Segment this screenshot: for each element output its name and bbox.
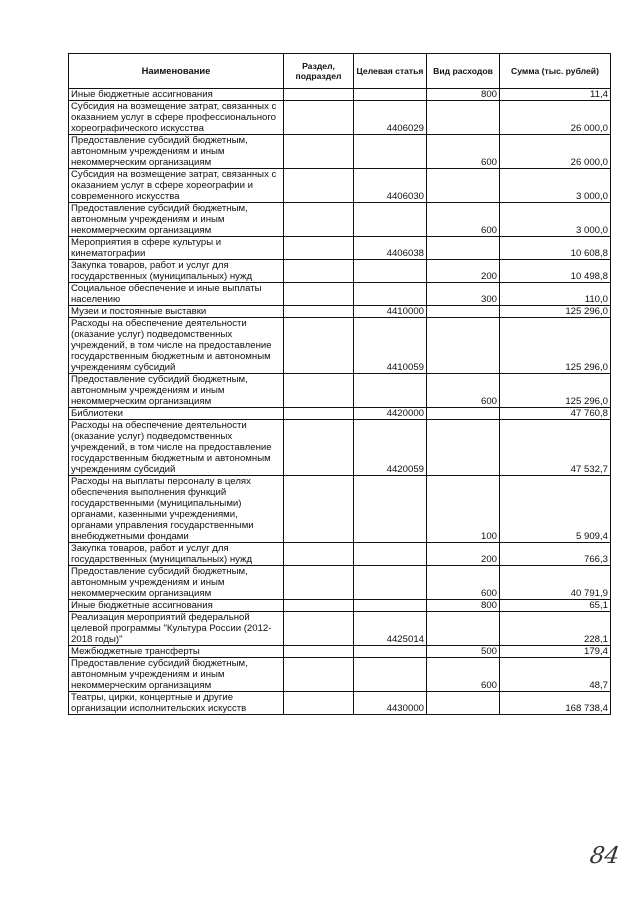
table-header: [69, 54, 611, 89]
cell-summa: 125 296,0: [500, 318, 611, 374]
cell-vid: [427, 408, 500, 420]
cell-vid: [427, 306, 500, 318]
cell-celevaya: [354, 543, 427, 566]
cell-summa: 3 000,0: [500, 169, 611, 203]
cell-celevaya: 4406038: [354, 237, 427, 260]
cell-vid: 300: [427, 283, 500, 306]
cell-summa: 228,1: [500, 612, 611, 646]
cell-razdel: [284, 203, 354, 237]
cell-razdel: [284, 543, 354, 566]
cell-razdel: [284, 237, 354, 260]
table-row: [69, 203, 611, 237]
cell-celevaya: [354, 260, 427, 283]
cell-celevaya: [354, 283, 427, 306]
cell-summa: 766,3: [500, 543, 611, 566]
cell-summa: 125 296,0: [500, 374, 611, 408]
cell-celevaya: 4420000: [354, 408, 427, 420]
cell-vid: [427, 692, 500, 715]
cell-vid: 200: [427, 260, 500, 283]
cell-vid: 600: [427, 135, 500, 169]
cell-razdel: [284, 169, 354, 203]
cell-vid: [427, 169, 500, 203]
cell-razdel: [284, 658, 354, 692]
cell-summa: 5 909,4: [500, 476, 611, 543]
table-row: [69, 169, 611, 203]
cell-summa: 26 000,0: [500, 135, 611, 169]
cell-razdel: [284, 283, 354, 306]
table-row: [69, 260, 611, 283]
cell-summa: 26 000,0: [500, 101, 611, 135]
cell-razdel: [284, 476, 354, 543]
cell-name: Библиотеки: [69, 408, 284, 420]
cell-name: Субсидия на возмещение затрат, связанных с оказанием услуг в сфере хореографии и современного искусства: [69, 169, 284, 203]
cell-name: Закупка товаров, работ и услуг для государственных (муниципальных) нужд: [69, 260, 284, 283]
cell-celevaya: [354, 658, 427, 692]
column-header-name: Наименование: [69, 54, 284, 89]
table-row: [69, 306, 611, 318]
cell-razdel: [284, 135, 354, 169]
cell-vid: [427, 237, 500, 260]
cell-summa: 11,4: [500, 89, 611, 101]
table-row: [69, 658, 611, 692]
cell-name: Расходы на выплаты персоналу в целях обеспечения выполнения функций государственными (муниципальными) органами, казенными учреждениями, органами управления государственными внебюджетными фондами: [69, 476, 284, 543]
cell-name: Расходы на обеспечение деятельности (оказание услуг) подведомственных учреждений, в том числе на предоставление государственным бюджетным и автономным учреждениям субсидий: [69, 420, 284, 476]
cell-vid: 200: [427, 543, 500, 566]
cell-celevaya: [354, 600, 427, 612]
cell-vid: 100: [427, 476, 500, 543]
cell-celevaya: 4406029: [354, 101, 427, 135]
cell-name: Иные бюджетные ассигнования: [69, 89, 284, 101]
cell-razdel: [284, 260, 354, 283]
table-row: [69, 612, 611, 646]
cell-razdel: [284, 374, 354, 408]
table-row: [69, 476, 611, 543]
cell-name: Мероприятия в сфере культуры и кинематографии: [69, 237, 284, 260]
cell-razdel: [284, 600, 354, 612]
cell-celevaya: [354, 203, 427, 237]
table-row: [69, 600, 611, 612]
cell-name: Закупка товаров, работ и услуг для государственных (муниципальных) нужд: [69, 543, 284, 566]
cell-summa: 48,7: [500, 658, 611, 692]
column-header-celevaya: Целевая статья: [354, 54, 427, 89]
budget-table: [68, 53, 611, 715]
cell-razdel: [284, 89, 354, 101]
cell-summa: 10 608,8: [500, 237, 611, 260]
table-row: [69, 135, 611, 169]
cell-razdel: [284, 692, 354, 715]
cell-vid: 500: [427, 646, 500, 658]
table-row: [69, 408, 611, 420]
cell-celevaya: 4406030: [354, 169, 427, 203]
cell-celevaya: 4430000: [354, 692, 427, 715]
handwritten-page-number: 84: [588, 843, 622, 869]
table-row: [69, 566, 611, 600]
cell-celevaya: [354, 646, 427, 658]
table-row: [69, 89, 611, 101]
table-body: [69, 89, 611, 715]
cell-name: Межбюджетные трансферты: [69, 646, 284, 658]
cell-celevaya: [354, 566, 427, 600]
cell-vid: 800: [427, 600, 500, 612]
cell-name: Субсидия на возмещение затрат, связанных с оказанием услуг в сфере профессионального хореографического искусства: [69, 101, 284, 135]
cell-summa: 3 000,0: [500, 203, 611, 237]
cell-name: Предоставление субсидий бюджетным, автономным учреждениям и иным некоммерческим организациям: [69, 203, 284, 237]
cell-summa: 10 498,8: [500, 260, 611, 283]
cell-name: Предоставление субсидий бюджетным, автономным учреждениям и иным некоммерческим организациям: [69, 374, 284, 408]
cell-razdel: [284, 420, 354, 476]
cell-vid: 600: [427, 658, 500, 692]
cell-name: Предоставление субсидий бюджетным, автономным учреждениям и иным некоммерческим организациям: [69, 566, 284, 600]
table-row: [69, 692, 611, 715]
cell-summa: 47 760,8: [500, 408, 611, 420]
cell-celevaya: [354, 135, 427, 169]
table-row: [69, 543, 611, 566]
cell-summa: 40 791,9: [500, 566, 611, 600]
cell-name: Театры, цирки, концертные и другие организации исполнительских искусств: [69, 692, 284, 715]
cell-name: Иные бюджетные ассигнования: [69, 600, 284, 612]
table-row: [69, 374, 611, 408]
cell-celevaya: [354, 89, 427, 101]
cell-razdel: [284, 612, 354, 646]
cell-summa: 125 296,0: [500, 306, 611, 318]
table-row: [69, 318, 611, 374]
cell-name: Предоставление субсидий бюджетным, автономным учреждениям и иным некоммерческим организациям: [69, 135, 284, 169]
column-header-vid: Вид расходов: [427, 54, 500, 89]
column-header-summa: Сумма (тыс. рублей): [500, 54, 611, 89]
cell-celevaya: 4410000: [354, 306, 427, 318]
cell-name: Реализация мероприятий федеральной целевой программы "Культура России (2012-2018 годы)": [69, 612, 284, 646]
cell-vid: 600: [427, 374, 500, 408]
cell-celevaya: 4420059: [354, 420, 427, 476]
cell-razdel: [284, 306, 354, 318]
cell-celevaya: [354, 374, 427, 408]
cell-vid: 600: [427, 203, 500, 237]
cell-vid: 800: [427, 89, 500, 101]
cell-vid: [427, 318, 500, 374]
cell-celevaya: 4425014: [354, 612, 427, 646]
cell-name: Музеи и постоянные выставки: [69, 306, 284, 318]
cell-razdel: [284, 566, 354, 600]
cell-summa: 110,0: [500, 283, 611, 306]
table-row: [69, 283, 611, 306]
cell-celevaya: 4410059: [354, 318, 427, 374]
cell-name: Расходы на обеспечение деятельности (оказание услуг) подведомственных учреждений, в том числе на предоставление государственным бюджетным и автономным учреждениям субсидий: [69, 318, 284, 374]
cell-vid: [427, 612, 500, 646]
cell-name: Социальное обеспечение и иные выплаты населению: [69, 283, 284, 306]
cell-summa: 179,4: [500, 646, 611, 658]
cell-razdel: [284, 408, 354, 420]
cell-summa: 47 532,7: [500, 420, 611, 476]
cell-razdel: [284, 318, 354, 374]
cell-celevaya: [354, 476, 427, 543]
cell-summa: 168 738,4: [500, 692, 611, 715]
table-row: [69, 237, 611, 260]
cell-razdel: [284, 646, 354, 658]
table-row: [69, 101, 611, 135]
table-row: [69, 420, 611, 476]
cell-name: Предоставление субсидий бюджетным, автономным учреждениям и иным некоммерческим организациям: [69, 658, 284, 692]
cell-summa: 65,1: [500, 600, 611, 612]
cell-vid: [427, 101, 500, 135]
cell-razdel: [284, 101, 354, 135]
column-header-razdel: Раздел, подраздел: [284, 54, 354, 89]
cell-vid: 600: [427, 566, 500, 600]
table-row: [69, 646, 611, 658]
cell-vid: [427, 420, 500, 476]
